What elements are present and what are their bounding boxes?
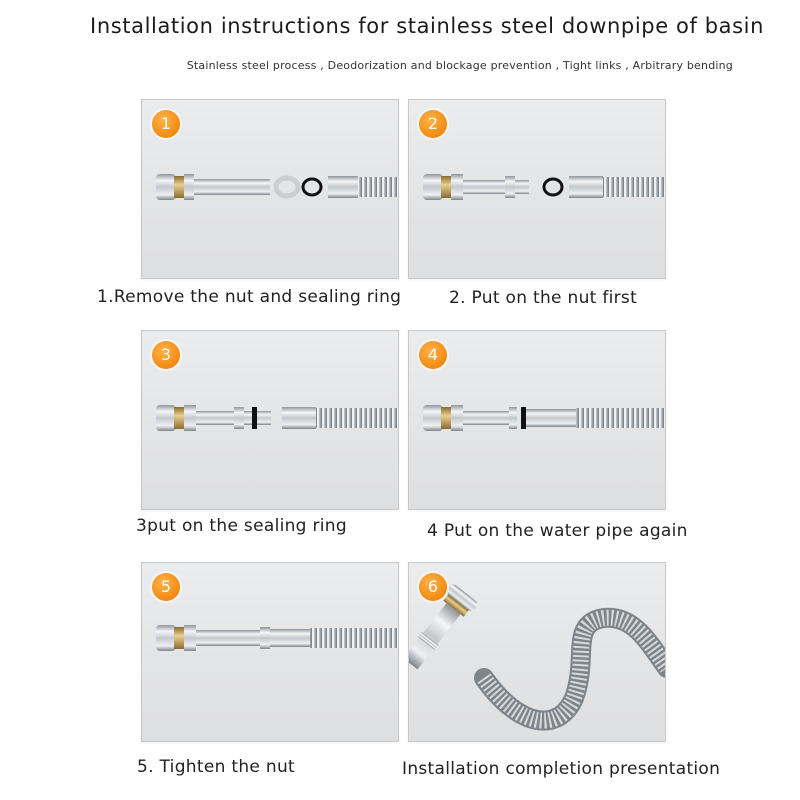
step-number-badge: 4 (419, 341, 447, 369)
step-number-badge: 3 (152, 341, 180, 369)
step-number-badge: 5 (152, 573, 180, 601)
step-1-caption: 1.Remove the nut and sealing ring (97, 287, 402, 307)
step-6-photo (408, 562, 666, 742)
step-number-badge: 2 (419, 110, 447, 138)
step-6-caption: Installation completion presentation (402, 759, 721, 779)
step-5-caption: 5. Tighten the nut (137, 757, 295, 777)
step-number-badge: 6 (419, 573, 447, 601)
pipe-parts-illustration (142, 331, 399, 510)
pipe-parts-illustration (409, 100, 666, 279)
step-2-photo (408, 99, 666, 279)
pipe-parts-illustration (142, 100, 399, 279)
step-1-photo (141, 99, 399, 279)
page-title: Installation instructions for stainless steel downpipe of basin (90, 14, 764, 38)
pipe-parts-illustration (142, 563, 399, 742)
step-2-caption: 2. Put on the nut first (449, 288, 638, 308)
step-3-caption: 3put on the sealing ring (136, 516, 347, 536)
step-number-badge: 1 (152, 110, 180, 138)
pipe-parts-illustration (409, 331, 666, 510)
installed-pipe-illustration (409, 563, 666, 742)
step-3-photo (141, 330, 399, 510)
page-subtitle: Stainless steel process , Deodorization and blockage prevention , Tight links , Arbitrary bending (186, 59, 733, 72)
step-4-photo (408, 330, 666, 510)
step-4-caption: 4 Put on the water pipe again (427, 521, 688, 541)
step-5-photo (141, 562, 399, 742)
